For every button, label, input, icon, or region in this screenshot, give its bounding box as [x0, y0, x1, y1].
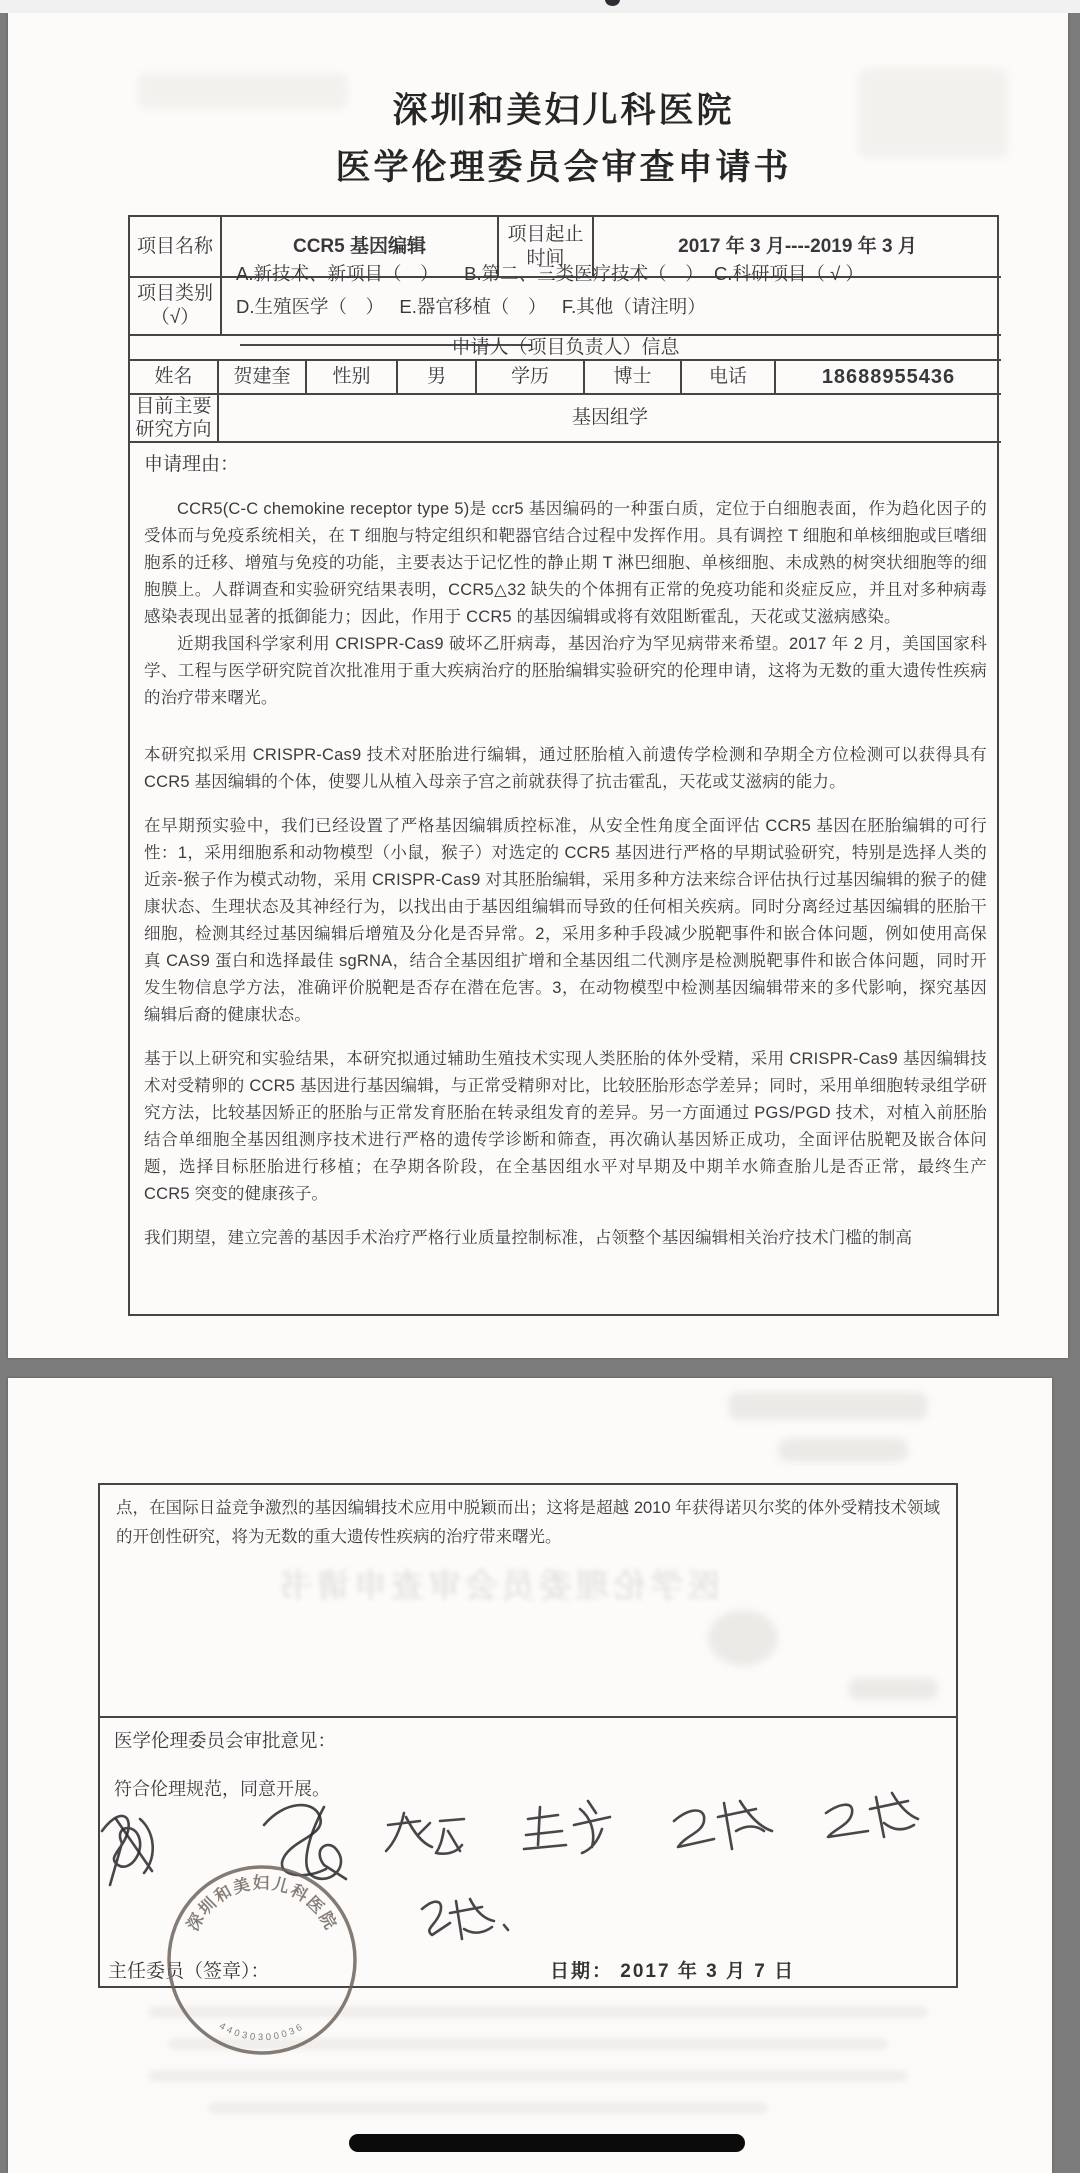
svg-text:44030300036 [217, 2021, 307, 2044]
name-label: 姓名 [154, 366, 193, 387]
period-label-line2: 时间 [526, 247, 565, 269]
project-name-label-cell [130, 217, 222, 278]
date-value: 2017 年 3 月 7 日 [620, 1961, 796, 1982]
reason-paragraph: 在早期预实验中，我们已经设置了严格基因编辑质控标准，从安全性角度全面评估 CCR5 基因在胚胎编辑的可行性：1，采用细胞系和动物模型（小鼠，猴子）对选定的 CCR5 基因进行严格的早期试验研究，特别是选择人类的近亲-猴子作为模式动物，采用 CRISPR-Cas9 对其胚胎编辑，采用多种方法来综合评估执行过基因编辑的猴子的健康状态、生理状态及其神经行为，以找出由于基因组编辑而导致的任何相关疾病。同时分离经过基因编辑的胚胎干细胞，检测其经过基因编辑后增殖及分化是否异常。2，采用多种手段减少脱靶事件和嵌合体问题，例如使用高保真 CAS9 蛋白和选择最佳 sgRNA，结合全基因组扩增和全基因组二代测序是检测脱靶事件和嵌合体问题，同时开发生物信息学方法，准确评价脱靶是否存在潜在危害。3，在动物模型中检测基因编辑带来的多代影响，探究基因编辑后裔的健康状态。 [144, 817, 987, 1024]
committee-opinion-text: 符合伦理规范，同意开展。 [114, 1779, 330, 1799]
name-value-cell [219, 361, 307, 395]
gender-value-cell [398, 361, 477, 395]
category-options-line2-text: D.生殖医学（ ） E.器官移植（ ） F.其他（请注明） [236, 295, 706, 317]
phone-value: 18688955436 [821, 366, 956, 388]
bleed-through-mark [778, 1438, 908, 1462]
signature-5 [674, 1801, 772, 1849]
bleed-through-line [208, 2102, 768, 2114]
seal-serial-number: 44030300036 [217, 2020, 307, 2044]
seal-ring-text: 深圳和美妇儿科医院 [183, 1874, 341, 1935]
reason-continuation-text: 点，在国际日益竞争激烈的基因编辑技术应用中脱颖而出；这将是超越 2010 年获得诺贝尔奖的体外受精技术领域的开创性研究，将为无数的重大遗传性疾病的治疗带来曙光。 [116, 1499, 940, 1546]
category-options-cell [222, 262, 1001, 336]
signature-3 [386, 1813, 464, 1854]
category-checkmark-hint: （√） [150, 307, 200, 328]
date-label: 日期： [550, 1961, 614, 1982]
category-options-line1: A.新技术、新项目（ ） B.第二、三类医疗技术（ ） C.科研项目（ √ ） [236, 262, 864, 284]
gender-value: 男 [426, 366, 446, 387]
signature-4 [524, 1801, 610, 1853]
applicant-header: 申请人（项目负责人）信息 [451, 336, 680, 358]
document-page-2 [8, 1378, 1052, 2173]
gender-label-cell [307, 361, 398, 395]
seal-ring [169, 1867, 355, 2053]
signature-7 [422, 1899, 508, 1939]
name-label-cell [130, 361, 219, 395]
category-label: 项目类别 [136, 283, 213, 304]
bleed-through-title: 医学伦理委员会审查申请书 [276, 1567, 720, 1604]
research-label-line2: 研究方向 [135, 419, 212, 440]
status-bar-icon [605, 0, 620, 6]
committee-opinion-label: 医学伦理委员会审批意见： [114, 1730, 337, 1751]
reason-paragraph: 近期我国科学家利用 CRISPR-Cas9 破坏乙肝病毒，基因治疗为罕见病带来希望。2017 年 2 月，美国国家科学、工程与医学研究院首次批准用于重大疾病治疗的胚胎编辑实验研究的伦理申请，这将为无数的重大遗传性疾病的治疗带来曙光。 [144, 635, 987, 707]
degree-value: 博士 [613, 366, 652, 387]
hospital-title: 深圳和美妇儿科医院 [392, 91, 735, 130]
application-reason-cell [130, 443, 1001, 1316]
project-name-label: 项目名称 [136, 235, 213, 257]
degree-label-cell [477, 361, 585, 395]
form-title: 医学伦理委员会审查申请书 [335, 148, 792, 187]
phone-value-cell [776, 361, 1001, 395]
name-value: 贺建奎 [233, 366, 291, 387]
project-name-value: CCR5 基因编辑 [292, 235, 426, 257]
document-page-1 [8, 13, 1068, 1358]
reason-paragraph: CCR5(C-C chemokine receptor type 5)是 ccr5 基因编码的一种蛋白质，定位于白细胞表面，作为趋化因子的受体而与免疫系统相关，在 T 细胞与特定组织和靶器官结合过程中发挥作用。具有调控 T 细胞和单核细胞或巨嗜细胞系的迁移、增殖与免疫的功能，主要表达于记忆性的静止期 T 淋巴细胞、单核细胞、未成熟的树突状细胞等的细胞膜上。人群调查和实验研究结果表明，CCR5△32 缺失的个体拥有正常的免疫功能和炎症反应，并且对多种病毒感染表现出显著的抵御能力；因此，作用于 CCR5 的基因编辑或将有效阻断霍乱，天花或艾滋病感染。 [144, 500, 987, 626]
reason-paragraph: 我们期望，建立完善的基因手术治疗严格行业质量控制标准，占领整个基因编辑相关治疗技术门槛的制高 [144, 1229, 913, 1247]
bleed-through-line [148, 2070, 908, 2082]
reason-paragraph: 基于以上研究和实验结果，本研究拟通过辅助生殖技术实现人类胚胎的体外受精，采用 CRISPR-Cas9 基因编辑技术对受精卵的 CCR5 基因进行基因编辑，与正常受精卵对比，比较胚胎形态学差异；同时，采用单细胞转录组学研究方法，比较基因矫正的胚胎与正常发育胚胎在转录组发育的差异。另一方面通过 PGS/PGD 技术，对植入前胚胎结合单细胞全基因组测序技术进行严格的遗传学诊断和筛查，再次确认基因矫正成功，全面评估脱靶及嵌合体问题，选择目标胚胎进行移植；在孕期各阶段，在全基因组水平对早期及中期羊水筛查胎儿是否正常，最终生产 CCR5 突变的健康孩子。 [144, 1050, 987, 1203]
reason-paragraph: 本研究拟采用 CRISPR-Cas9 技术对胚胎进行编辑，通过胚胎植入前遗传学检测和孕期全方位检测可以获得具有 CCR5 基因编辑的个体，使婴儿从植入母亲子宫之前就获得了抗击霍乱，天花或艾滋病的能力。 [144, 746, 987, 791]
status-bar-strip [0, 0, 1080, 13]
research-direction-label-cell [130, 395, 219, 443]
research-direction-value: 基因组学 [571, 407, 648, 428]
home-indicator-bar [349, 2134, 745, 2152]
research-label-line1: 目前主要 [135, 396, 212, 417]
phone-label-cell [682, 361, 776, 395]
degree-label: 学历 [510, 366, 549, 387]
applicant-header-cell [130, 336, 1001, 361]
period-label-line1: 项目起止 [507, 223, 584, 245]
degree-value-cell [585, 361, 682, 395]
application-table [128, 215, 999, 1316]
svg-text:深圳和美妇儿科医院 [183, 1873, 342, 1934]
project-period-value: 2017 年 3 月----2019 年 3 月 [678, 235, 917, 257]
reason-continuation-cell [100, 1485, 956, 1718]
bleed-through-mark [728, 1392, 928, 1420]
phone-label: 电话 [708, 366, 747, 387]
gender-label: 性别 [332, 366, 371, 387]
chair-signature-label: 主任委员（签章）： [108, 1961, 270, 1982]
hospital-seal [157, 1855, 367, 2065]
research-direction-value-cell [219, 395, 1001, 443]
signature-1 [102, 1816, 153, 1885]
category-label-cell [130, 278, 222, 336]
signature-6 [826, 1793, 918, 1837]
reason-label: 申请理由： [144, 454, 240, 475]
